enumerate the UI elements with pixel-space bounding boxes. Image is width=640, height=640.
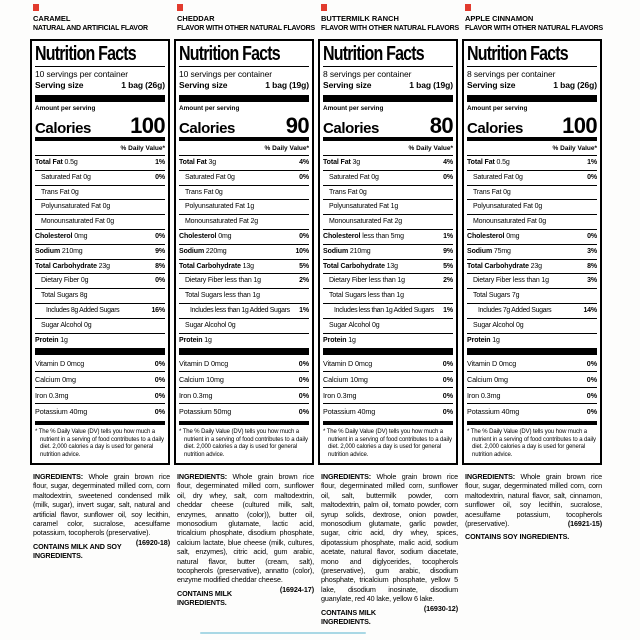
nutrient-row [35,304,165,319]
red-registration-tick [33,4,39,11]
nutrient-label: Total Carbohydrate 13g [179,262,254,270]
allergen-statement: CONTAINS SOY INGREDIENTS. [465,532,570,542]
nutrient-row [35,289,165,304]
nutrient-daily-value: 2% [299,277,309,285]
calories-row [323,113,453,138]
nutrient-row [467,156,597,171]
ingredients-code: (16930-12) [423,603,458,613]
nutrient-daily-value: 0% [155,173,165,181]
daily-value-header: % Daily Value* [323,142,453,156]
nutrient-daily-value: 4% [443,159,453,166]
nutrient-rows [35,156,165,347]
flavor-name: APPLE CINNAMON [465,14,534,23]
calories-value: 100 [130,113,165,138]
ingredients-code: (16924-17) [279,584,314,594]
divider-thick-bar [323,95,453,102]
flavor-name: CHEDDAR [177,14,215,23]
daily-value-footnote: * The % Daily Value (DV) tells you how much a nutrient in a serving of food contributes to a daily diet. 2,000 calories a day is used for general nutrition advice. [323,429,452,458]
nutrient-label: Cholesterol 0mg [467,232,520,240]
vitamin-daily-value: 0% [154,374,165,384]
nutrient-daily-value: 1% [443,232,453,240]
vitamin-daily-value: 0% [298,390,309,400]
divider-thick-bar [467,348,597,355]
nutrient-label: Total Carbohydrate 23g [467,262,542,270]
daily-value-footnote: * The % Daily Value (DV) tells you how much a nutrient in a serving of food contributes to a daily diet. 2,000 calories a day is used for general nutrition advice. [35,429,164,458]
nutrition-facts-title-row [323,43,453,67]
nutrient-label: Monounsaturated Fat 0g [473,218,546,226]
nutrient-label: Monounsaturated Fat 2g [329,218,402,226]
vitamin-daily-value: 0% [154,390,165,400]
nutrition-facts-title-row [179,43,309,67]
flavor-subtitle: FLAVOR WITH OTHER NATURAL FLAVORS [177,24,315,32]
nutrient-row [323,230,453,245]
serving-size-value: 1 bag (26g) [553,80,597,90]
ingredients-code: (16920-18) [135,537,170,547]
nutrient-label: Sugar Alcohol 0g [41,321,92,329]
flavor-subtitle: NATURAL AND ARTIFICIAL FLAVOR [33,24,148,32]
nutrient-label: Polyunsaturated Fat 0g [473,203,543,211]
servings-per-container: 10 servings per container [35,69,128,79]
ingredients-text: Whole grain brown rice flour, sugar, degerminated milled corn, corn maltodextrin, natural flavor, salt, cinnamon, sunflower oil, soy lecithin, sucralose, acesulfame potassium, tocopherols (preservative). [465,471,602,528]
nutrient-label: Monounsaturated Fat 0g [41,218,114,226]
vitamin-rows [179,356,309,419]
nutrient-row [323,334,453,348]
nutrient-label: Total Fat 0.5g [467,159,510,166]
calories-row [179,113,309,138]
nutrient-row [323,289,453,304]
nutrient-row [179,319,309,334]
vitamin-label: Vitamin D 0mcg [323,358,373,368]
nutrient-daily-value: 9% [155,247,165,255]
divider-medium-bar [179,421,309,425]
nutrient-label: Includes 8g Added Sugars [46,306,120,314]
nutrient-label: Polyunsaturated Fat 0g [41,203,111,211]
nutrient-daily-value: 1% [299,306,309,314]
vitamin-label: Iron 0.3mg [35,390,69,400]
nutrient-row [323,200,453,215]
nutrition-panel [462,4,602,626]
nutrition-facts-title: Nutrition Facts [179,43,280,65]
nutrient-label: Sugar Alcohol 0g [473,321,524,329]
vitamin-row [467,356,597,372]
nutrient-row [179,334,309,348]
calories-label: Calories [35,120,91,137]
nutrient-label: Saturated Fat 0g [329,173,379,181]
nutrient-row [467,289,597,304]
nutrient-label: Sodium 210mg [323,247,371,255]
nutrient-label: Includes less than 1g Added Sugars [334,306,434,314]
serving-size-row [35,80,165,94]
nutrient-row [179,186,309,201]
nutrition-facts-title: Nutrition Facts [323,43,424,65]
nutrient-row [35,186,165,201]
vitamin-daily-value: 0% [586,374,597,384]
vitamin-daily-value: 0% [586,358,597,368]
daily-value-footnote: * The % Daily Value (DV) tells you how much a nutrient in a serving of food contributes to a daily diet. 2,000 calories a day is used for general nutrition advice. [467,429,596,458]
ingredients-label: INGREDIENTS: [465,471,516,481]
vitamin-row [323,372,453,388]
nutrient-daily-value: 3% [587,277,597,285]
nutrient-label: Trans Fat 0g [185,188,223,196]
nutrient-label: Total Carbohydrate 13g [323,262,398,270]
nutrient-label: Saturated Fat 0g [185,173,235,181]
ingredients-code: (16921-15) [567,518,602,528]
nutrition-panel [30,4,170,626]
nutrient-daily-value: 8% [155,262,165,270]
nutrient-row [179,260,309,275]
nutrient-row [35,245,165,260]
nutrient-row [323,171,453,186]
nutrient-rows [179,156,309,347]
nutrient-label: Dietary Fiber less than 1g [185,277,261,285]
nutrient-label: Sodium 210mg [35,247,83,255]
nutrient-row [35,319,165,334]
nutrient-row [35,230,165,245]
vitamin-row [35,388,165,404]
vitamin-row [35,356,165,372]
serving-size-row [467,80,597,94]
allergen-statement: CONTAINS MILK INGREDIENTS. [177,588,233,607]
divider-medium-bar [323,421,453,425]
nutrition-facts-box [174,39,314,465]
divider-thick-bar [467,95,597,102]
nutrient-row [467,274,597,289]
nutrient-label: Sodium 220mg [179,247,227,255]
calories-value: 90 [285,113,309,138]
ingredients-paragraph [318,465,458,613]
servings-per-container: 10 servings per container [179,69,272,79]
nutrient-daily-value: 5% [443,262,453,270]
nutrient-daily-value: 0% [443,173,453,181]
nutrient-label: Total Fat 3g [179,159,217,166]
amount-per-serving-label: Amount per serving [179,105,240,112]
ingredients-label: INGREDIENTS: [321,471,372,481]
nutrient-label: Cholesterol 0mg [179,232,232,240]
serving-size-label: Serving size [35,80,84,90]
divider-thick-bar [179,95,309,102]
nutrient-label: Protein 1g [179,336,212,344]
nutrient-row [467,245,597,260]
nutrient-daily-value: 0% [587,232,597,240]
vitamin-label: Vitamin D 0mcg [179,358,229,368]
nutrient-row [323,245,453,260]
nutrient-daily-value: 8% [587,262,597,270]
nutrient-label: Dietary Fiber less than 1g [329,277,405,285]
flavor-header [174,14,314,39]
nutrient-rows [323,156,453,347]
serving-size-row [323,80,453,94]
nutrient-label: Polyunsaturated Fat 1g [329,203,399,211]
serving-size-value: 1 bag (19g) [265,80,309,90]
nutrient-row [35,171,165,186]
flavor-name: BUTTERMILK RANCH [321,14,399,23]
nutrient-label: Dietary Fiber 0g [41,277,89,285]
nutrient-label: Cholesterol less than 5mg [323,232,404,240]
vitamin-row [323,388,453,404]
nutrient-row [323,215,453,230]
nutrient-label: Total Fat 0.5g [35,159,78,166]
amount-per-serving-label: Amount per serving [323,105,384,112]
vitamin-daily-value: 0% [586,390,597,400]
serving-size-value: 1 bag (19g) [409,80,453,90]
divider-thick-bar [179,348,309,355]
vitamin-row [323,356,453,372]
nutrition-facts-title-row [35,43,165,67]
nutrient-daily-value: 14% [583,306,597,314]
vitamin-label: Potassium 40mg [35,406,88,416]
ingredients-text: Whole grain brown rice flour, sugar, degerminated milled corn, corn maltodextrin, sweetened condensed milk (milk, sugar), invert sugar, salt, natural and artificial flavor, sunflower oil, soy lecithin, caramel color, sucralose, acesulfame potassium, tocopherols (preservative). [33,471,170,538]
calories-label: Calories [179,120,235,137]
divider-thick-bar [323,348,453,355]
nutrient-daily-value: 9% [443,247,453,255]
daily-value-header: % Daily Value* [35,142,165,156]
calories-row [467,113,597,138]
flavor-header [462,14,602,39]
flavor-header [30,14,170,39]
calories-value: 100 [562,113,597,138]
nutrient-daily-value: 0% [299,232,309,240]
nutrition-panels-sheet [30,4,602,626]
vitamin-row [467,372,597,388]
calories-label: Calories [467,120,523,137]
vitamin-label: Potassium 50mg [179,406,232,416]
nutrient-daily-value: 5% [299,262,309,270]
vitamin-daily-value: 0% [586,406,597,416]
vitamin-label: Calcium 10mg [323,374,368,384]
nutrient-label: Trans Fat 0g [473,188,511,196]
nutrient-label: Sodium 75mg [467,247,511,255]
ingredients-text: Whole grain brown rice flour, degerminated milled corn, sunflower oil, salt, buttermilk powder, corn maltodextrin, palm oil, tomato powder, corn syrup solids, dextrose, onion powder, monosodium glutamate, garlic powder, sugar, citric acid, dry whey, spices, dipotassium phosphate, malic acid, sodium acetate, natural flavor, sodium diacetate, mono and diglycerides, tocopherols (preservative), gum arabic, disodium phosphate, tricalcium phosphate, yellow 5 lake, disodium inosinate, disodium guanylate, red 40 lake, yellow 6 lake. [321,471,458,604]
nutrient-row [323,304,453,319]
vitamin-daily-value: 0% [442,406,453,416]
nutrient-label: Sugar Alcohol 0g [185,321,236,329]
vitamin-label: Iron 0.3mg [467,390,501,400]
vitamin-label: Vitamin D 0mcg [35,358,85,368]
vitamin-row [179,404,309,419]
daily-value-header: % Daily Value* [179,142,309,156]
nutrient-row [35,215,165,230]
nutrient-row [467,334,597,348]
nutrition-facts-box [318,39,458,465]
nutrient-label: Protein 1g [35,336,68,344]
vitamin-daily-value: 0% [298,374,309,384]
nutrient-label: Total Carbohydrate 23g [35,262,110,270]
red-registration-tick [321,4,327,11]
nutrient-row [323,156,453,171]
nutrient-row [35,334,165,348]
nutrient-row [323,319,453,334]
serving-size-row [179,80,309,94]
nutrient-daily-value: 0% [155,232,165,240]
servings-per-container: 8 servings per container [467,69,556,79]
serving-size-label: Serving size [179,80,228,90]
nutrient-row [35,274,165,289]
nutrient-row [179,289,309,304]
calories-value: 80 [429,113,453,138]
nutrition-facts-box [462,39,602,465]
vitamin-label: Potassium 40mg [323,406,376,416]
vitamin-label: Calcium 0mg [467,374,508,384]
divider-medium-bar [467,421,597,425]
vitamin-row [467,404,597,419]
vitamin-daily-value: 0% [154,358,165,368]
nutrient-daily-value: 0% [155,277,165,285]
nutrition-facts-title: Nutrition Facts [467,43,568,65]
nutrient-row [179,304,309,319]
nutrient-daily-value: 3% [587,247,597,255]
daily-value-header: % Daily Value* [467,142,597,156]
red-registration-tick [465,4,471,11]
nutrient-row [323,274,453,289]
serving-size-value: 1 bag (26g) [121,80,165,90]
nutrient-daily-value: 4% [299,159,309,166]
vitamin-row [467,388,597,404]
nutrient-label: Total Sugars 8g [41,292,88,300]
flavor-header [318,14,458,39]
allergen-statement: CONTAINS MILK AND SOY INGREDIENTS. [33,541,122,560]
nutrient-label: Trans Fat 0g [41,188,79,196]
nutrient-daily-value: 2% [443,277,453,285]
vitamin-daily-value: 0% [154,406,165,416]
ingredients-label: INGREDIENTS: [177,471,228,481]
nutrient-label: Trans Fat 0g [329,188,367,196]
nutrient-daily-value: 1% [155,159,165,166]
nutrient-row [323,260,453,275]
ingredients-paragraph [30,465,170,547]
nutrient-row [179,215,309,230]
nutrient-label: Saturated Fat 0g [473,173,523,181]
nutrient-row [467,200,597,215]
vitamin-label: Calcium 10mg [179,374,224,384]
vitamin-label: Iron 0.3mg [323,390,357,400]
nutrient-label: Protein 1g [467,336,500,344]
vitamin-daily-value: 0% [298,406,309,416]
nutrition-facts-title: Nutrition Facts [35,43,136,65]
vitamin-daily-value: 0% [442,390,453,400]
nutrient-label: Includes less than 1g Added Sugars [190,306,290,314]
calories-label: Calories [323,120,379,137]
vitamin-daily-value: 0% [298,358,309,368]
nutrient-daily-value: 1% [443,306,453,314]
nutrient-row [35,260,165,275]
nutrient-row [467,230,597,245]
nutrient-row [35,156,165,171]
vitamin-row [35,372,165,388]
nutrient-label: Sugar Alcohol 0g [329,321,380,329]
vitamin-row [35,404,165,419]
nutrient-row [467,186,597,201]
nutrient-label: Total Sugars 7g [473,292,520,300]
ingredients-paragraph [462,465,602,528]
nutrient-label: Total Sugars less than 1g [329,292,404,300]
nutrient-label: Includes 7g Added Sugars [478,306,552,314]
vitamin-row [179,388,309,404]
vitamin-rows [323,356,453,419]
allergen-statement: CONTAINS MILK INGREDIENTS. [321,607,377,626]
nutrient-daily-value: 0% [299,173,309,181]
nutrient-label: Cholesterol 0mg [35,232,88,240]
nutrient-daily-value: 10% [295,247,309,255]
nutrient-rows [467,156,597,347]
nutrient-row [179,230,309,245]
ingredients-text: Whole grain brown rice flour, degerminated milled corn, sunflower oil, dry whey, salt, corn maltodextrin, cheddar cheese (cultured milk, salt, enzymes, annatto (color)), butter oil, monosodium glutamate, lactic acid, tricalcium phosphate, disodium phosphate, calcium lactate, blue cheese (milk, cultures, salt, enzymes), citric acid, gum arabic, natural flavor, butter (cream, salt), tocopherols (preservative), annatto (color), enzyme modified cheddar cheese. [177,471,314,585]
nutrient-row [323,186,453,201]
vitamin-row [179,372,309,388]
nutrient-daily-value: 16% [151,306,165,314]
flavor-name: CARAMEL [33,14,71,23]
nutrient-row [467,171,597,186]
nutrient-row [467,304,597,319]
flavor-subtitle: FLAVOR WITH OTHER NATURAL FLAVORS [321,24,459,32]
divider-medium-bar [35,421,165,425]
nutrition-facts-title-row [467,43,597,67]
red-registration-tick [177,4,183,11]
nutrient-label: Total Sugars less than 1g [185,292,260,300]
nutrient-label: Polyunsaturated Fat 1g [185,203,255,211]
serving-size-label: Serving size [467,80,516,90]
nutrition-facts-box [30,39,170,465]
flavor-subtitle: FLAVOR WITH OTHER NATURAL FLAVORS [465,24,603,32]
vitamin-rows [467,356,597,419]
nutrient-row [467,215,597,230]
nutrient-daily-value: 0% [587,173,597,181]
nutrition-panel [318,4,458,626]
nutrient-row [179,274,309,289]
nutrient-label: Monounsaturated Fat 2g [185,218,258,226]
vitamin-label: Vitamin D 0mcg [467,358,517,368]
nutrient-row [467,319,597,334]
amount-per-serving-label: Amount per serving [35,105,96,112]
nutrient-label: Protein 1g [323,336,356,344]
nutrient-row [179,171,309,186]
package-edge-line [200,632,366,634]
vitamin-label: Iron 0.3mg [179,390,213,400]
nutrient-daily-value: 1% [587,159,597,166]
nutrient-row [467,260,597,275]
nutrient-row [179,156,309,171]
nutrient-label: Total Fat 3g [323,159,361,166]
nutrient-label: Saturated Fat 0g [41,173,91,181]
servings-per-container: 8 servings per container [323,69,412,79]
nutrient-label: Dietary Fiber less than 1g [473,277,549,285]
nutrient-row [179,245,309,260]
ingredients-paragraph [174,465,314,594]
nutrient-row [35,200,165,215]
daily-value-footnote: * The % Daily Value (DV) tells you how much a nutrient in a serving of food contributes to a daily diet. 2,000 calories a day is used for general nutrition advice. [179,429,308,458]
calories-row [35,113,165,138]
divider-thick-bar [35,348,165,355]
vitamin-label: Potassium 40mg [467,406,520,416]
vitamin-rows [35,356,165,419]
serving-size-label: Serving size [323,80,372,90]
divider-thick-bar [35,95,165,102]
vitamin-daily-value: 0% [442,374,453,384]
nutrient-row [179,200,309,215]
amount-per-serving-label: Amount per serving [467,105,528,112]
vitamin-daily-value: 0% [442,358,453,368]
vitamin-row [323,404,453,419]
nutrition-panel [174,4,314,626]
vitamin-label: Calcium 0mg [35,374,76,384]
vitamin-row [179,356,309,372]
ingredients-label: INGREDIENTS: [33,471,84,481]
